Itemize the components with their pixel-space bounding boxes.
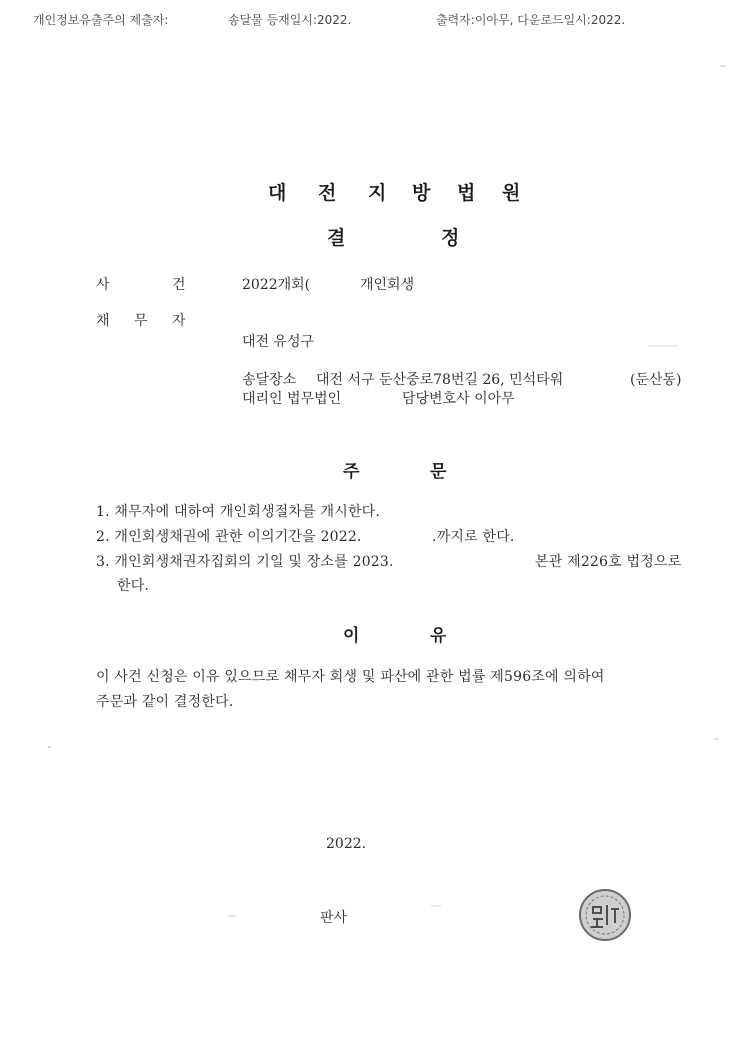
case-type: 개인회생 [360, 277, 415, 293]
case-label-1: 사 [96, 277, 110, 293]
judge-seal-icon [577, 887, 633, 943]
document-type-char: 정 [441, 227, 460, 249]
order-item-3-end: 한다. [117, 578, 150, 594]
debtor-label-3: 자 [172, 313, 186, 329]
case-number: 2022개회( [242, 277, 311, 293]
case-label-2: 건 [172, 277, 186, 293]
reason-line-2: 주문과 같이 결정한다. [96, 694, 234, 710]
debtor-label-1: 채 [96, 313, 110, 329]
court-title-char: 방 [412, 182, 431, 204]
service-address: 대전 서구 둔산중로78번길 26, 민석타워 [316, 372, 564, 388]
decision-date: 2022. [326, 836, 367, 852]
order-item-3: 3. 개인회생채권자집회의 기일 및 장소를 2023. [96, 554, 394, 570]
order-item-2: 2. 개인회생채권에 관한 이의기간을 2022. [96, 529, 362, 545]
service-label: 송달장소 [242, 372, 297, 388]
court-title [0, 178, 752, 202]
court-title-char: 법 [457, 182, 476, 204]
agent-lawyer: 담당변호사 이아무 [402, 391, 515, 407]
order-heading-1: 주 [343, 462, 360, 482]
court-title-char: 전 [318, 182, 337, 204]
order-item-3-mid: 본관 제226호 법정으로 [535, 554, 682, 570]
reason-heading-1: 이 [343, 626, 360, 646]
header-printer: 출력자:이아무, 다운로드일시:2022. [436, 13, 626, 27]
document-type [0, 223, 752, 247]
debtor-label-2: 무 [134, 313, 148, 329]
header-submitter: 개인정보유출주의 제출자: [33, 13, 169, 27]
reason-line-1: 이 사건 신청은 이유 있으므로 채무자 회생 및 파산에 관한 법률 제596조에 의하여 [96, 669, 605, 685]
court-title-char: 대 [268, 182, 287, 204]
debtor-address: 대전 유성구 [242, 334, 315, 350]
service-dong: (둔산동) [630, 372, 682, 388]
order-item-2-end: .까지로 한다. [432, 529, 515, 545]
order-heading-2: 문 [430, 462, 447, 482]
agent-firm: 대리인 법무법인 [242, 391, 342, 407]
document-type-char: 결 [327, 227, 346, 249]
header-served-date: 송달물 등재일시:2022. [228, 13, 352, 27]
reason-heading-2: 유 [430, 626, 447, 646]
court-title-char: 원 [502, 182, 521, 204]
court-title-char: 지 [368, 182, 387, 204]
judge-label: 판사 [320, 910, 348, 926]
order-item-1: 1. 채무자에 대하여 개인회생절차를 개시한다. [96, 504, 381, 520]
